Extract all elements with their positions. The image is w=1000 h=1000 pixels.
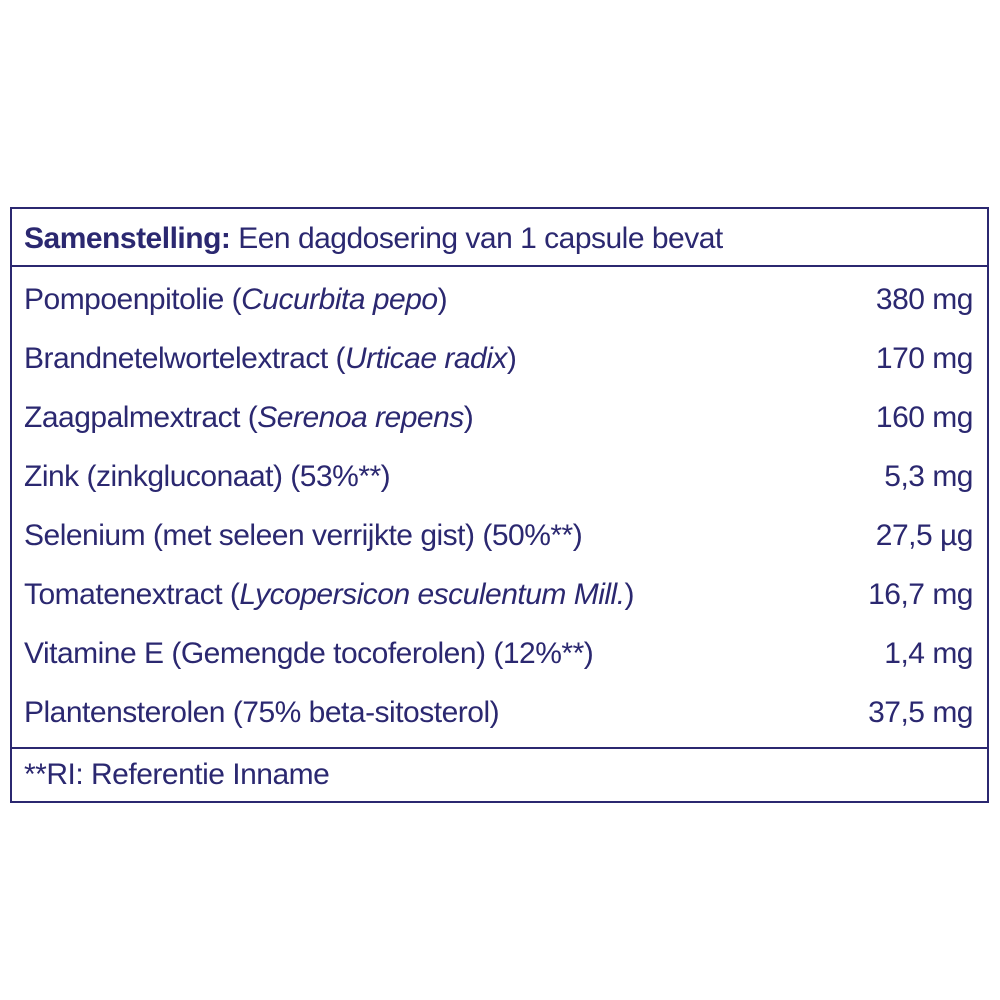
ingredient-amount: 160 mg — [875, 400, 973, 434]
header-description: Een dagdosering van 1 capsule bevat — [230, 222, 723, 255]
table-body — [12, 267, 987, 747]
ingredient-amount: 37,5 mg — [868, 695, 973, 729]
table-row — [12, 388, 987, 447]
table-row — [12, 624, 987, 683]
latin-name: Serenoa repens — [257, 400, 464, 434]
latin-name: Cucurbita pepo — [241, 282, 438, 316]
latin-name: Urticae radix — [345, 341, 507, 375]
table-row — [12, 447, 987, 506]
table-footer — [12, 747, 987, 801]
footnote: **RI: Referentie Inname — [24, 758, 330, 791]
ingredient-amount: 380 mg — [875, 282, 973, 316]
ingredient-name: Vitamine E (Gemengde tocoferolen) (12%**) — [24, 636, 594, 670]
table-row — [12, 270, 987, 329]
ingredient-name: Tomatenextract (Lycopersicon esculentum Mill.) — [24, 577, 635, 611]
ingredient-name: Zink (zinkgluconaat) (53%**) — [24, 459, 391, 493]
table-row — [12, 565, 987, 624]
ingredient-name: Brandnetelwortelextract (Urticae radix) — [24, 341, 517, 375]
ingredient-amount: 5,3 mg — [884, 459, 973, 493]
ingredient-name: Plantensterolen (75% beta-sitosterol) — [24, 695, 500, 729]
table-row — [12, 683, 987, 742]
ingredient-amount: 16,7 mg — [868, 577, 973, 611]
ingredient-amount: 1,4 mg — [884, 636, 973, 670]
latin-name: Lycopersicon esculentum Mill. — [239, 577, 625, 611]
ingredient-amount: 27,5 µg — [875, 518, 973, 552]
table-row — [12, 506, 987, 565]
header-label: Samenstelling: — [24, 222, 231, 255]
ingredient-name: Pompoenpitolie (Cucurbita pepo) — [24, 282, 448, 316]
composition-table — [10, 207, 989, 803]
table-header — [12, 209, 987, 267]
header-text — [24, 222, 723, 256]
ingredient-name: Selenium (met seleen verrijkte gist) (50%**) — [24, 518, 583, 552]
ingredient-amount: 170 mg — [875, 341, 973, 375]
ingredient-name: Zaagpalmextract (Serenoa repens) — [24, 400, 474, 434]
table-row — [12, 329, 987, 388]
